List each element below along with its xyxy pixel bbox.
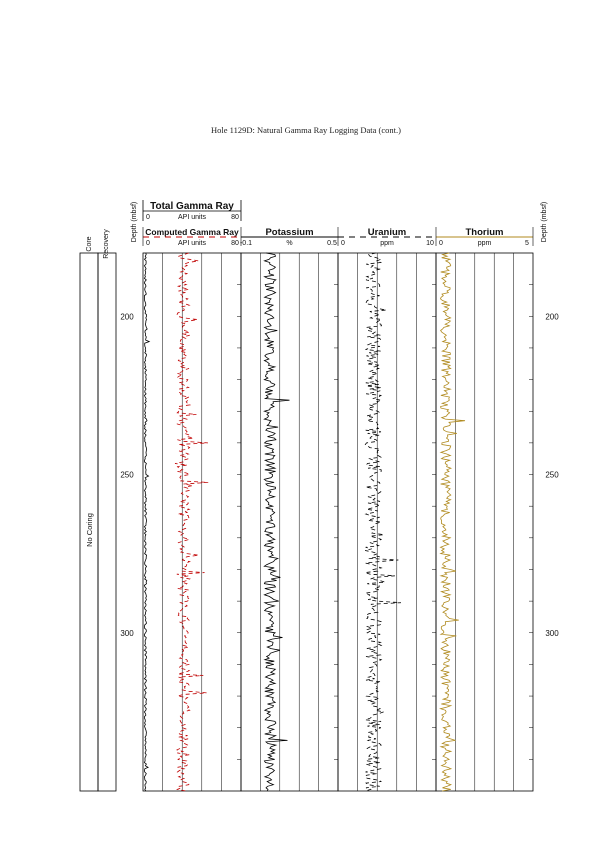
- recovery-header: Recovery: [103, 229, 110, 259]
- cgr-max: 80: [231, 240, 239, 247]
- track-panel-0: [143, 253, 241, 791]
- k-units: %: [286, 240, 293, 247]
- k-max: 0.5: [327, 240, 337, 247]
- th-min: 0: [439, 240, 443, 247]
- cgr-curve: [175, 253, 208, 791]
- core-header: Core: [86, 236, 93, 252]
- depth-tick-right-250: 250: [545, 470, 559, 480]
- track-panel-1: [241, 253, 338, 791]
- depth-tick-right-200: 200: [545, 312, 559, 322]
- cgr-title: Computed Gamma Ray: [145, 227, 239, 237]
- recovery-column: [98, 253, 116, 791]
- tgr-units: API units: [177, 214, 207, 221]
- tgr-min: 0: [146, 214, 150, 221]
- th-max: 5: [525, 240, 529, 247]
- k-title: Potassium: [265, 227, 314, 238]
- depth-axis-label-left: Depth (mbsf): [131, 201, 138, 243]
- track-panel-3: [436, 253, 533, 791]
- u-title: Uranium: [367, 227, 407, 238]
- u-curve: [365, 253, 401, 791]
- cgr-min: 0: [146, 240, 150, 247]
- tgr-curve: [144, 253, 149, 791]
- page-title: Hole 1129D: Natural Gamma Ray Logging Data (cont.): [211, 125, 401, 135]
- k-curve: [264, 253, 289, 791]
- tgr-max: 80: [231, 214, 239, 221]
- u-min: 0: [341, 240, 345, 247]
- depth-tick-left-250: 250: [120, 470, 134, 480]
- depth-tick-right-300: 300: [545, 628, 559, 638]
- depth-tick-left-200: 200: [120, 312, 134, 322]
- depth-tick-left-300: 300: [120, 628, 134, 638]
- th-title: Thorium: [465, 227, 504, 238]
- u-max: 10: [426, 240, 434, 247]
- th-curve: [441, 253, 466, 791]
- u-units: ppm: [380, 240, 394, 247]
- tgr-title: Total Gamma Ray: [150, 201, 234, 212]
- no-coring-label: No Coring: [85, 513, 94, 547]
- cgr-units: API units: [177, 240, 207, 247]
- th-units: ppm: [477, 240, 492, 247]
- k-min: -0.1: [239, 240, 253, 247]
- track-panel-2: [338, 253, 436, 791]
- depth-axis-label-right: Depth (mbsf): [541, 201, 548, 243]
